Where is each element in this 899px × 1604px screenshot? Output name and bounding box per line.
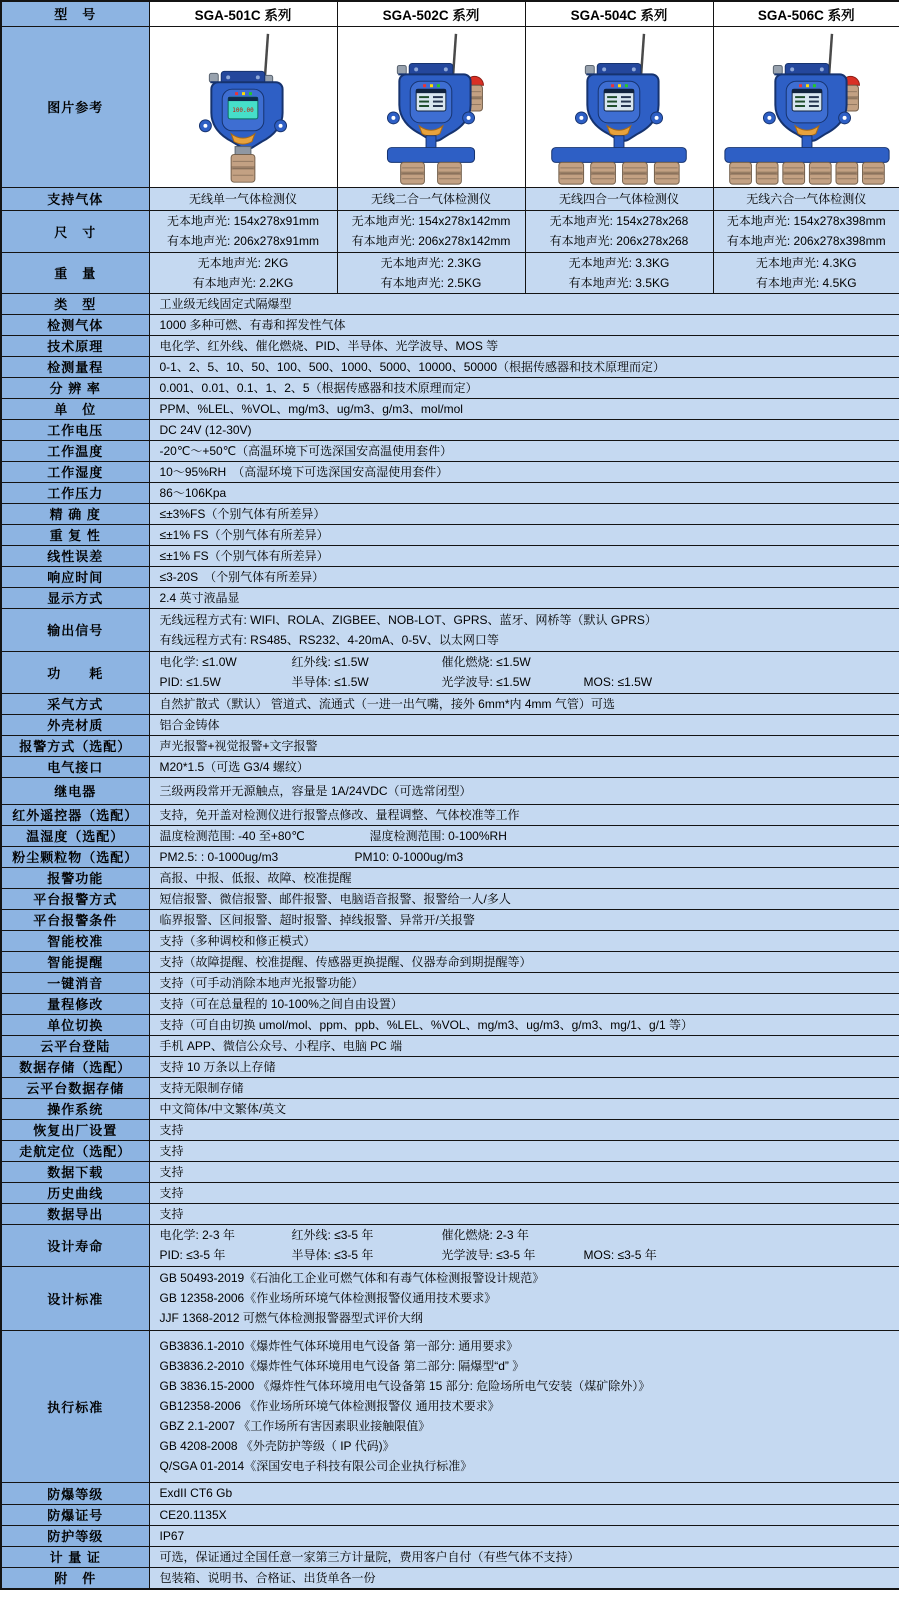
spec-row [1,1077,899,1098]
spec-row [1,993,899,1014]
model-column-header-2: SGA-504C 系列 [525,1,713,26]
spec-row-value [149,1119,899,1140]
spec-line: 无线四合一气体检测仪 [558,191,679,206]
spec-line: 三级两段常开无源触点，容量是 1A/24VDC（可选常闭型） [159,783,472,798]
spec-row [1,314,899,335]
spec-row-value [149,419,899,440]
spec-row [1,714,899,735]
spec-line [150,1245,899,1265]
model-column-header-1: SGA-502C 系列 [337,1,525,26]
spec-row [1,587,899,608]
spec-row [1,419,899,440]
spec-row [1,825,899,846]
spec-row-label: 防爆证号 [1,1504,149,1525]
spec-row [1,1482,899,1504]
spec-segment: 光学波导: ≤1.5W [441,675,531,689]
spec-line [150,672,899,692]
spec-line: GB3836.1-2010《爆炸性气体环境用电气设备 第一部分: 通用要求》 [159,1339,519,1353]
spec-row-label: 类 型 [1,293,149,314]
spec-row [1,440,899,461]
spec-row-value [149,1504,899,1525]
spec-line: 铝合金铸体 [159,717,220,732]
spec-row-label: 红外遥控器（选配） [1,804,149,825]
spec-line: 2.4 英寸液晶显 [159,590,240,605]
spec-row-label: 检测气体 [1,314,149,335]
spec-line: CE20.1135X [159,1507,227,1522]
spec-row-value [149,651,899,693]
spec-row-value [149,1482,899,1504]
spec-row [1,1182,899,1203]
spec-row-label: 线性误差 [1,545,149,566]
spec-segment: 温度检测范围: -40 至+80℃ [159,828,305,843]
spec-row-label: 智能校准 [1,930,149,951]
spec-row-label: 技术原理 [1,335,149,356]
spec-line: 临界报警、区间报警、超时报警、掉线报警、异常开/关报警 [159,912,475,927]
spec-row-value-3 [713,252,899,293]
spec-line: ≤3-20S （个别气体有所差异） [159,569,325,584]
spec-row-value [149,503,899,524]
model-header-label: 型 号 [1,1,149,26]
sensor-manifold [552,147,687,162]
spec-segment: 光学波导: ≤3-5 年 [441,1248,536,1262]
spec-line: 支持（可在总量程的 10-100%之间自由设置） [159,996,403,1011]
lcd-screen [792,89,822,111]
product-image-cell-2 [525,26,713,187]
product-image-cell-3 [713,26,899,187]
spec-row-value [149,1546,899,1567]
spec-row-value-2 [525,187,713,210]
spec-row [1,1504,899,1525]
spec-row-label: 电气接口 [1,756,149,777]
spec-row-label: 功 耗 [1,651,149,693]
spec-row-value [149,888,899,909]
spec-row [1,693,899,714]
spec-row-label: 支持气体 [1,187,149,210]
spec-row [1,1330,899,1482]
spec-line: 支持（可手动消除本地声光报警功能） [159,975,364,990]
spec-row [1,1266,899,1330]
spec-row-value-0 [149,210,337,252]
spec-row-value [149,714,899,735]
spec-row-value [149,693,899,714]
spec-row-label: 单 位 [1,398,149,419]
spec-row-label: 采气方式 [1,693,149,714]
spec-row-label: 数据存储（选配） [1,1056,149,1077]
spec-row-label: 重 量 [1,252,149,293]
spec-row-value [149,909,899,930]
spec-line: 支持（多种调校和修正模式） [159,933,316,948]
spec-segment: 红外线: ≤3-5 年 [291,1228,374,1242]
spec-row-value [149,1014,899,1035]
spec-row [1,930,899,951]
image-row-label: 图片参考 [1,26,149,187]
spec-line: GB 3836.15-2000 《爆炸性气体环境用电气设备第 15 部分: 危险场所电气安装（煤矿除外）》 [159,1379,651,1393]
spec-line: -20℃～+50℃（高温环境下可选深国安高温使用套件） [159,443,453,458]
spec-row-label: 工作压力 [1,482,149,503]
spec-row-label: 计 量 证 [1,1546,149,1567]
spec-row-label: 温湿度（选配） [1,825,149,846]
spec-row-label: 尺 寸 [1,210,149,252]
spec-row [1,377,899,398]
spec-line: 支持（故障提醒、校准提醒、传感器更换提醒、仪器寿命到期提醒等） [159,954,532,969]
spec-row-label: 显示方式 [1,587,149,608]
product-device-illustration-SGA-506C [714,27,899,187]
header-row [1,1,899,26]
spec-row-value-0 [149,252,337,293]
spec-row-value [149,1056,899,1077]
spec-row-label: 平台报警条件 [1,909,149,930]
spec-row-value [149,1098,899,1119]
spec-line: 10～95%RH （高湿环境下可选深国安高湿使用套件） [159,464,449,479]
spec-segment: MOS: ≤3-5 年 [583,1248,657,1262]
product-device-illustration-SGA-501C [150,27,336,187]
spec-row-label: 操作系统 [1,1098,149,1119]
spec-segment: PM2.5: : 0-1000ug/m3 [159,849,279,864]
spec-row-value [149,1567,899,1589]
spec-line: 无线二合一气体检测仪 [370,191,491,206]
spec-row-value [149,1266,899,1330]
spec-row-value [149,993,899,1014]
spec-line: 无本地声光: 154x278x398mm [726,214,886,228]
spec-segment: 催化燃烧: 2-3 年 [441,1228,529,1242]
spec-row-value [149,356,899,377]
spec-row-value [149,608,899,651]
quad-row-2 [1,252,899,293]
spec-row [1,1567,899,1589]
spec-table-body [1,1,899,1589]
spec-row [1,524,899,545]
spec-row-label: 防爆等级 [1,1482,149,1504]
spec-row-value [149,1330,899,1482]
spec-line: 86～106Kpa [159,485,227,500]
spec-line: 有本地声光: 206x278x398mm [726,234,886,248]
spec-row [1,545,899,566]
spec-row-value [149,1161,899,1182]
spec-line: JJF 1368-2012 可燃气体检测报警器型式评价大纲 [159,1311,423,1325]
product-device-illustration-SGA-504C [526,27,712,187]
spec-line: ≤±1% FS（个别气体有所差异） [159,548,329,563]
spec-row-value [149,461,899,482]
spec-line: 无本地声光: 154x278x268 [549,214,689,228]
spec-line: 有本地声光: 206x278x142mm [351,234,511,248]
spec-segment: PID: ≤3-5 年 [159,1248,226,1262]
spec-row [1,1525,899,1546]
spec-line: 0.001、0.01、0.1、1、2、5（根据传感器和技术原理而定） [159,380,478,395]
spec-line: PPM、%LEL、%VOL、mg/m3、ug/m3、g/m3、mol/mol [159,401,463,416]
quad-row-1 [1,210,899,252]
spec-row-value [149,777,899,804]
spec-row-value [149,1203,899,1224]
spec-line: 有本地声光: 3.5KG [568,275,670,290]
spec-line: DC 24V (12-30V) [159,422,252,437]
spec-line: 自然扩散式（默认） 管道式、流通式（一进一出气嘴，接外 6mm*内 4mm 气管）可选 [159,696,615,711]
spec-row [1,1140,899,1161]
spec-row-label: 重 复 性 [1,524,149,545]
spec-line: 有本地声光: 4.5KG [755,275,857,290]
product-image-cell-0 [149,26,337,187]
spec-row-label: 设计标准 [1,1266,149,1330]
lcd-screen [604,89,634,111]
product-device-illustration-SGA-502C [338,27,524,187]
spec-line: GB3836.2-2010《爆炸性气体环境用电气设备 第二部分: 隔爆型“d” 》 [159,1359,525,1373]
spec-row-value [149,1077,899,1098]
spec-row-value [149,1525,899,1546]
spec-row-label: 历史曲线 [1,1182,149,1203]
spec-line: 手机 APP、微信公众号、小程序、电脑 PC 端 [159,1038,403,1053]
spec-row-label: 粉尘颗粒物（选配） [1,846,149,867]
spec-line [150,826,899,846]
spec-row-value-2 [525,210,713,252]
spec-row [1,1056,899,1077]
spec-line: 有线远程方式有: RS485、RS232、4-20mA、0-5V、以太网口等 [159,632,499,647]
spec-row-label: 数据导出 [1,1203,149,1224]
spec-row-value-3 [713,210,899,252]
spec-row-value [149,930,899,951]
spec-row-value [149,587,899,608]
spec-row [1,1098,899,1119]
spec-line: GB 50493-2019《石油化工企业可燃气体和有毒气体检测报警设计规范》 [159,1271,545,1285]
spec-row-label: 执行标准 [1,1330,149,1482]
spec-row-value [149,1182,899,1203]
spec-row-label: 报警功能 [1,867,149,888]
lcd-screen [228,97,258,119]
spec-line [150,652,899,672]
spec-row [1,777,899,804]
spec-line: 无本地声光: 154x278x142mm [351,214,511,228]
spec-row [1,461,899,482]
spec-segment: 催化燃烧: ≤1.5W [441,655,531,669]
spec-row-value [149,1140,899,1161]
spec-segment: 电化学: 2-3 年 [159,1228,235,1242]
spec-line: 支持 [159,1122,184,1137]
spec-segment: PID: ≤1.5W [159,675,221,689]
spec-line: 支持 [159,1206,184,1221]
spec-row-label: 设计寿命 [1,1224,149,1266]
spec-line: M20*1.5（可选 G3/4 螺纹） [159,759,309,774]
spec-line: 短信报警、微信报警、邮件报警、电脑语音报警、报警给一人/多人 [159,891,511,906]
spec-row [1,335,899,356]
spec-row-value [149,545,899,566]
spec-row-value [149,735,899,756]
spec-row [1,293,899,314]
spec-line: GB12358-2006 《作业场所环境气体检测报警仪 通用技术要求》 [159,1399,500,1413]
spec-line: 有本地声光: 206x278x268 [549,234,689,248]
spec-row-value [149,314,899,335]
spec-row-value-2 [525,252,713,293]
spec-row-value [149,867,899,888]
spec-row-value [149,846,899,867]
spec-row-value [149,482,899,503]
spec-line: 1000 多种可燃、有毒和挥发性气体 [159,317,346,332]
spec-row-label: 单位切换 [1,1014,149,1035]
spec-line: 有本地声光: 2.5KG [380,275,482,290]
spec-line: 工业级无线固定式隔爆型 [159,296,292,311]
spec-row-value [149,972,899,993]
spec-line: 支持（可自由切换 umol/mol、ppm、ppb、%LEL、%VOL、mg/m3、ug/m3、g/m3、mg/1、g/1 等） [159,1017,693,1032]
model-column-header-0: SGA-501C 系列 [149,1,337,26]
spec-line: 有本地声光: 2.2KG [192,275,294,290]
spec-row-value [149,377,899,398]
spec-row [1,503,899,524]
spec-row-label: 云平台登陆 [1,1035,149,1056]
spec-row [1,651,899,693]
svg-text:100.00: 100.00 [232,106,254,114]
spec-line: 支持 [159,1143,184,1158]
spec-row-label: 工作温度 [1,440,149,461]
spec-line: 支持无限制存储 [159,1080,244,1095]
model-column-header-3: SGA-506C 系列 [713,1,899,26]
spec-row-label: 响应时间 [1,566,149,587]
spec-row [1,1546,899,1567]
spec-line: 无线单一气体检测仪 [188,191,297,206]
spec-row [1,804,899,825]
spec-line: 支持 10 万条以上存储 [159,1059,276,1074]
spec-row-value [149,398,899,419]
spec-row [1,608,899,651]
spec-line: GB 12358-2006《作业场所环境气体检测报警仪通用技术要求》 [159,1291,497,1305]
spec-row [1,356,899,377]
spec-row [1,1161,899,1182]
spec-row-label: 平台报警方式 [1,888,149,909]
lcd-screen [416,89,446,111]
spec-line: 0-1、2、5、10、50、100、500、1000、5000、10000、50000（根据传感器和技术原理而定） [159,359,666,374]
spec-row [1,1119,899,1140]
spec-row-value-1 [337,252,525,293]
spec-line: Q/SGA 01-2014《深国安电子科技有限公司企业执行标准》 [159,1459,473,1473]
spec-row-value [149,1035,899,1056]
spec-segment: 半导体: ≤3-5 年 [291,1248,374,1262]
spec-row [1,951,899,972]
spec-line: GB 4208-2008 《外壳防护等级（ IP 代码)》 [159,1439,395,1453]
spec-line: 有本地声光: 206x278x91mm [166,234,320,248]
spec-line: 无线远程方式有: WIFI、ROLA、ZIGBEE、NOB-LOT、GPRS、蓝牙、网桥等（默认 GPRS） [159,612,657,627]
spec-line: 无本地声光: 2KG [197,255,289,270]
spec-row-value [149,440,899,461]
spec-row [1,846,899,867]
product-image-cell-1 [337,26,525,187]
spec-row-label: 一键消音 [1,972,149,993]
spec-row-label: 防护等级 [1,1525,149,1546]
spec-row-label: 量程修改 [1,993,149,1014]
spec-line: 无线六合一气体检测仪 [746,191,867,206]
spec-line: ≤±3%FS（个别气体有所差异） [159,506,326,521]
spec-row-label: 报警方式（选配） [1,735,149,756]
spec-row-label: 智能提醒 [1,951,149,972]
spec-row-label: 工作电压 [1,419,149,440]
spec-row-label: 外壳材质 [1,714,149,735]
spec-row-value [149,293,899,314]
spec-line [150,1225,899,1245]
spec-row [1,972,899,993]
spec-segment: 半导体: ≤1.5W [291,675,369,689]
spec-row-value-0 [149,187,337,210]
spec-row-value [149,335,899,356]
spec-row-value [149,566,899,587]
spec-line: 包装箱、说明书、合格证、出货单各一份 [159,1570,376,1585]
spec-row [1,1203,899,1224]
sensor-manifold [387,147,474,162]
spec-row [1,909,899,930]
spec-row-label: 输出信号 [1,608,149,651]
spec-row-value-1 [337,210,525,252]
spec-row-label: 分 辨 率 [1,377,149,398]
sensor-manifold [724,147,888,162]
spec-segment: 电化学: ≤1.0W [159,655,237,669]
spec-line [150,847,899,867]
spec-row-value-1 [337,187,525,210]
spec-row-value [149,951,899,972]
spec-segment: MOS: ≤1.5W [583,675,653,689]
spec-row-label: 走航定位（选配） [1,1140,149,1161]
spec-row-label: 数据下载 [1,1161,149,1182]
spec-row [1,867,899,888]
spec-row-value-3 [713,187,899,210]
spec-row-label: 云平台数据存储 [1,1077,149,1098]
spec-row-label: 精 确 度 [1,503,149,524]
spec-line: 电化学、红外线、催化燃烧、PID、半导体、光学波导、MOS 等 [159,338,499,353]
spec-row [1,735,899,756]
spec-row [1,756,899,777]
spec-row [1,482,899,503]
spec-line: 中文简体/中文繁体/英文 [159,1101,287,1116]
image-row [1,26,899,187]
spec-line: 支持 [159,1185,184,1200]
spec-line: 无本地声光: 3.3KG [568,255,670,270]
spec-line: 无本地声光: 4.3KG [755,255,857,270]
spec-line: 支持 [159,1164,184,1179]
spec-row-label: 工作湿度 [1,461,149,482]
spec-row-value [149,825,899,846]
spec-segment: 红外线: ≤1.5W [291,655,369,669]
spec-row [1,1224,899,1266]
spec-row-value [149,524,899,545]
spec-line: ExdII CT6 Gb [159,1486,233,1500]
spec-line: 无本地声光: 154x278x91mm [166,214,320,228]
spec-row-label: 附 件 [1,1567,149,1589]
spec-line: 可选，保证通过全国任意一家第三方计量院，费用客户自付（有些气体不支持） [159,1549,580,1564]
spec-row-label: 恢复出厂设置 [1,1119,149,1140]
spec-row [1,398,899,419]
spec-row-value [149,756,899,777]
spec-line: 无本地声光: 2.3KG [380,255,482,270]
spec-row [1,566,899,587]
spec-row-label: 继电器 [1,777,149,804]
spec-line: GBZ 2.1-2007 《工作场所有害因素职业接触限值》 [159,1419,431,1433]
spec-row [1,888,899,909]
spec-row [1,1035,899,1056]
spec-row-value [149,1224,899,1266]
spec-line: 声光报警+视觉报警+文字报警 [159,738,318,753]
spec-row-value [149,804,899,825]
spec-row-label: 检测量程 [1,356,149,377]
spec-line: IP67 [159,1528,185,1543]
quad-row-0 [1,187,899,210]
spec-segment: PM10: 0-1000ug/m3 [354,849,464,864]
spec-line: 支持，免开盖对检测仪进行报警点修改、量程调整、气体校准等工作 [159,807,520,822]
spec-segment: 湿度检测范围: 0-100%RH [369,828,507,843]
spec-line: 高报、中报、低报、故障、校准提醒 [159,870,352,885]
spec-row [1,1014,899,1035]
spec-line: ≤±1% FS（个别气体有所差异） [159,527,329,542]
